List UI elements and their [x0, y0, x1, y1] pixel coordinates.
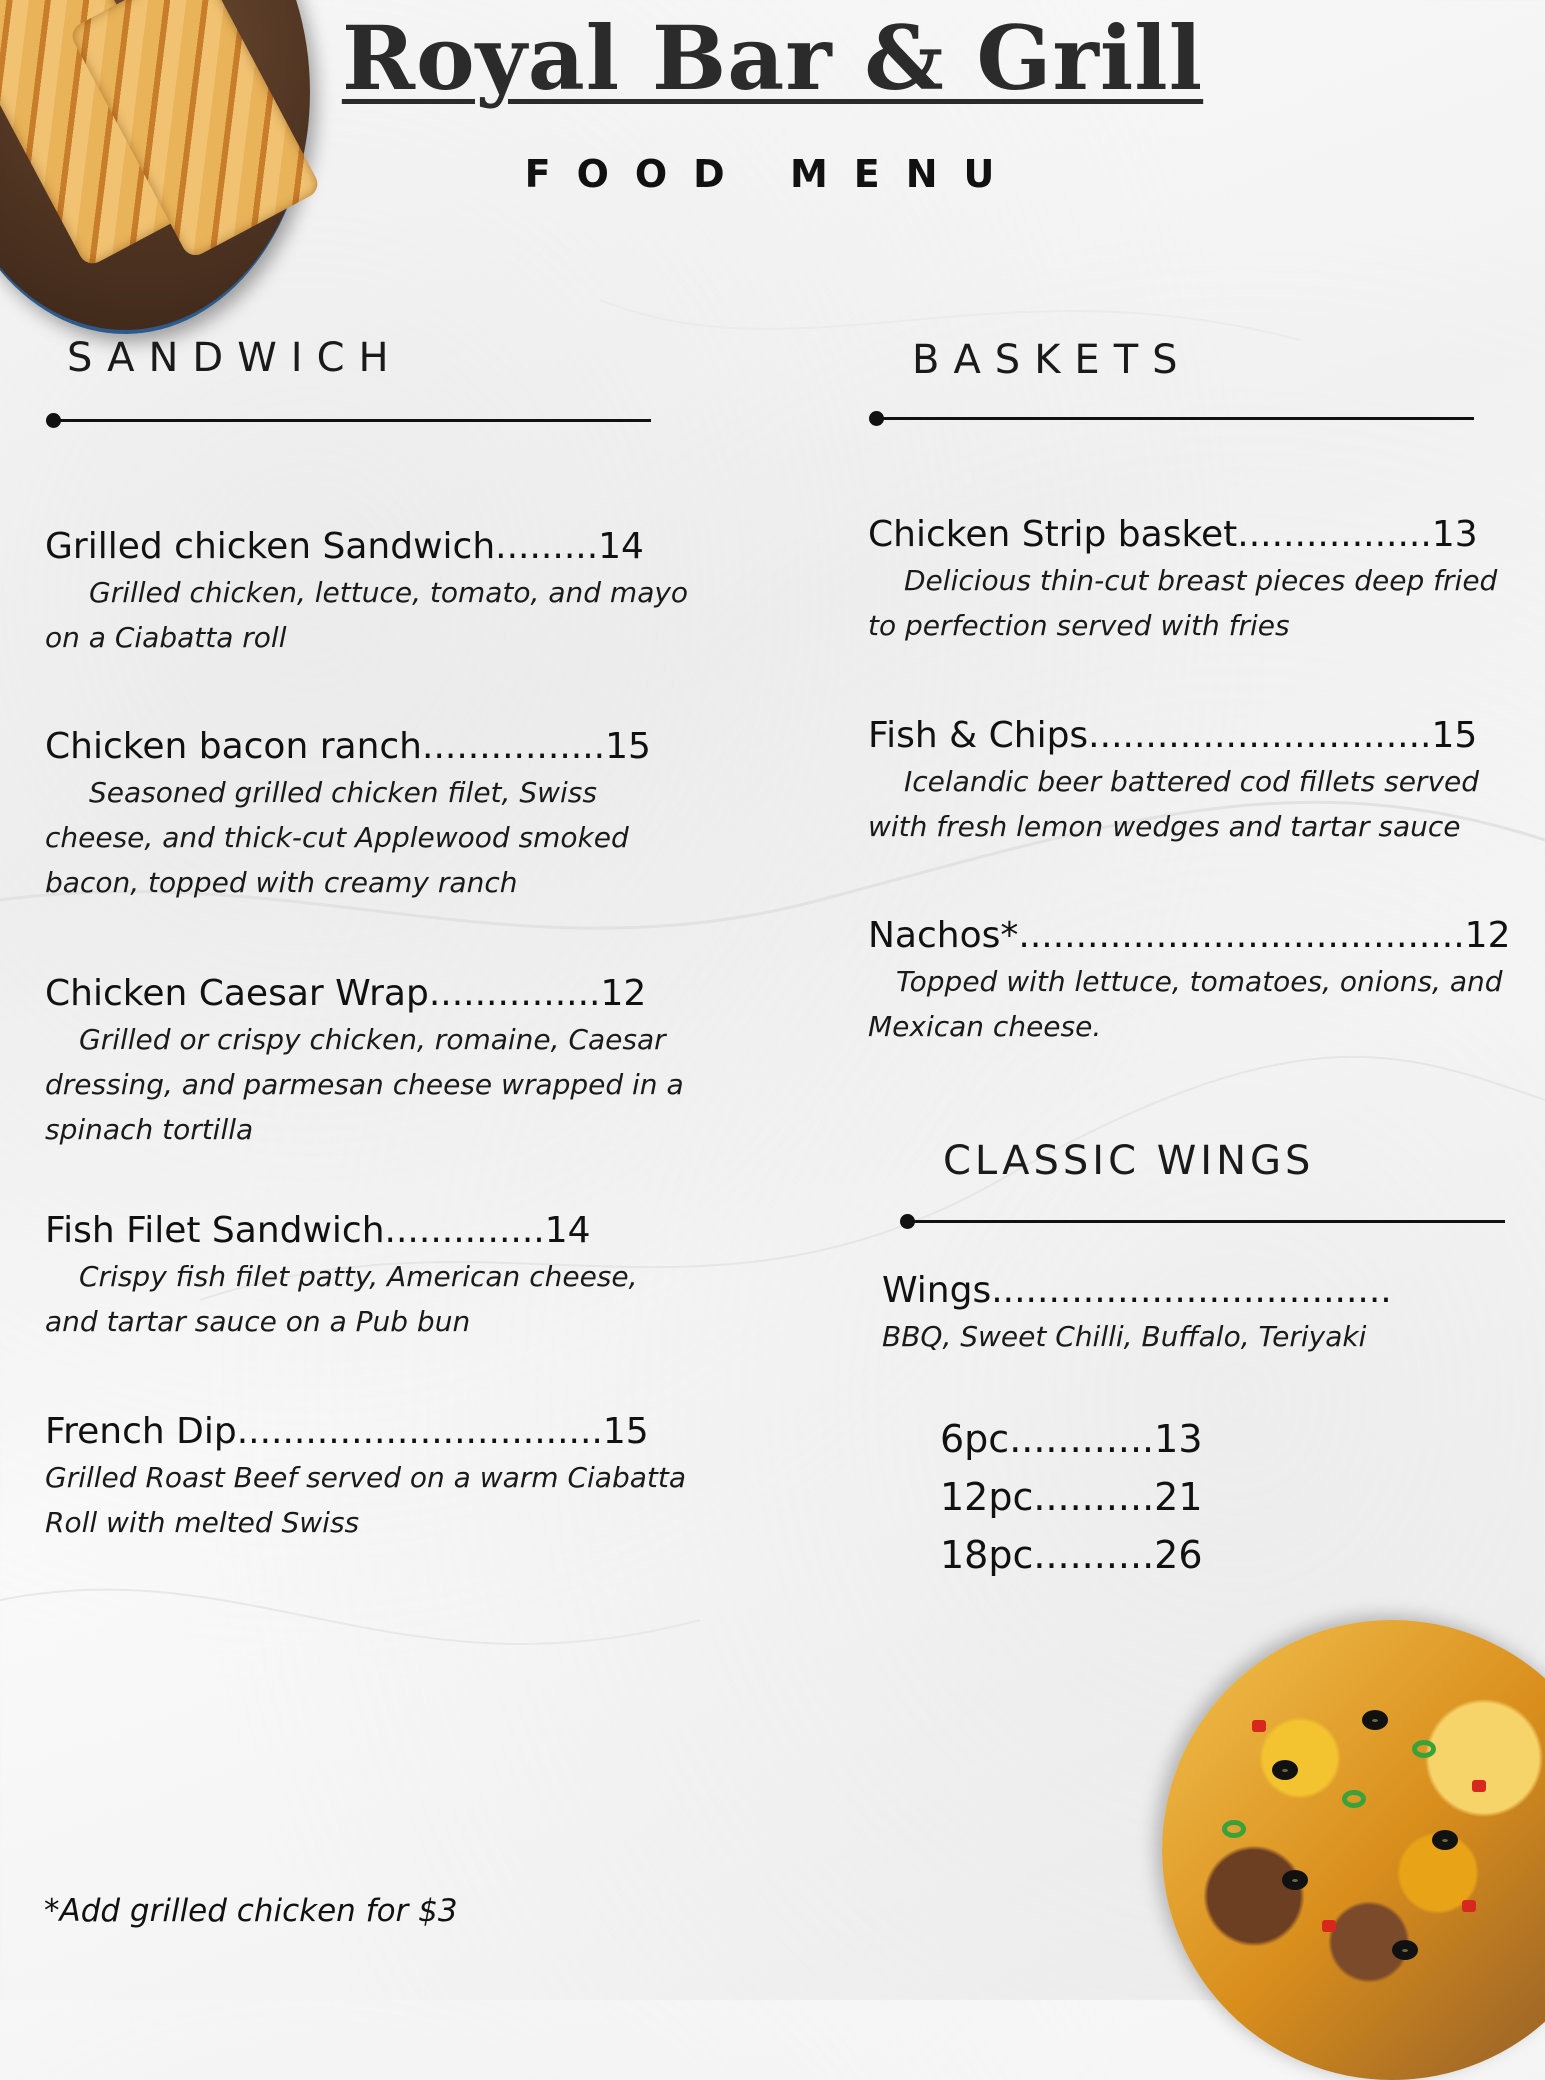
item-description: Icelandic beer battered cod fillets served with fresh lemon wedges and tartar sauce: [868, 765, 1480, 843]
item-name-price: Fish Filet Sandwich..............14: [45, 1210, 591, 1251]
item-name-price: Chicken Caesar Wrap...............12: [45, 973, 647, 1014]
section-divider: [875, 417, 1474, 420]
item-name-price: Grilled chicken Sandwich.........14: [45, 526, 644, 567]
menu-subtitle: FOOD MENU: [524, 152, 1021, 196]
item-name-price: French Dip................................15: [45, 1411, 649, 1452]
menu-item: [45, 971, 725, 1152]
item-description: Grilled chicken, lettuce, tomato, and mayo on a Ciabatta roll: [45, 576, 689, 654]
section-heading-wings: CLASSIC WINGS: [943, 1138, 1315, 1184]
olive-topping: [1362, 1710, 1388, 1730]
section-divider: [52, 419, 651, 422]
tomato-topping: [1252, 1720, 1266, 1732]
wing-price-6pc: 6pc............13: [940, 1417, 1203, 1461]
menu-item: [868, 713, 1518, 849]
wing-flavors: BBQ, Sweet Chilli, Buffalo, Teriyaki: [882, 1320, 1367, 1353]
menu-item: [45, 1409, 725, 1545]
wing-price-12pc: 12pc..........21: [940, 1475, 1203, 1519]
tomato-topping: [1322, 1920, 1336, 1932]
olive-topping: [1282, 1870, 1308, 1890]
footnote: *Add grilled chicken for $3: [44, 1893, 458, 1929]
jalapeno-topping: [1222, 1820, 1246, 1838]
item-description: Crispy fish filet patty, American cheese, and tartar sauce on a Pub bun: [45, 1260, 638, 1338]
item-description: Grilled Roast Beef served on a warm Ciabatta Roll with melted Swiss: [45, 1461, 686, 1539]
section-heading-sandwich: SANDWICH: [67, 335, 403, 381]
item-description: Seasoned grilled chicken filet, Swiss cheese, and thick-cut Applewood smoked bacon, topped with creamy ranch: [45, 776, 629, 899]
wing-price-18pc: 18pc..........26: [940, 1533, 1203, 1577]
item-description: Grilled or crispy chicken, romaine, Caesar dressing, and parmesan cheese wrapped in a spinach tortilla: [45, 1023, 684, 1146]
menu-item: [45, 724, 695, 905]
section-divider: [906, 1220, 1505, 1223]
olive-topping: [1272, 1760, 1298, 1780]
item-name-price: Nachos*.......................................12: [868, 915, 1511, 956]
item-description: Topped with lettuce, tomatoes, onions, and Mexican cheese.: [868, 965, 1503, 1043]
item-name: Wings...................................: [882, 1270, 1392, 1311]
menu-item: [868, 913, 1528, 1049]
jalapeno-topping: [1412, 1740, 1436, 1758]
menu-item: [868, 512, 1528, 648]
item-name-price: Chicken Strip basket.................13: [868, 514, 1478, 555]
tomato-topping: [1472, 1780, 1486, 1792]
jalapeno-topping: [1342, 1790, 1366, 1808]
menu-item-wings: [882, 1268, 1502, 1359]
tomato-topping: [1462, 1900, 1476, 1912]
menu-item: [45, 524, 725, 660]
menu-item: [45, 1208, 685, 1344]
restaurant-title: Royal Bar & Grill: [341, 6, 1204, 110]
item-name-price: Chicken bacon ranch................15: [45, 726, 651, 767]
item-name-price: Fish & Chips..............................15: [868, 715, 1478, 756]
olive-topping: [1392, 1940, 1418, 1960]
item-description: Delicious thin-cut breast pieces deep fried to perfection served with fries: [868, 564, 1498, 642]
nachos-plate-image: [1162, 1620, 1545, 2080]
section-heading-baskets: BASKETS: [912, 337, 1192, 383]
olive-topping: [1432, 1830, 1458, 1850]
